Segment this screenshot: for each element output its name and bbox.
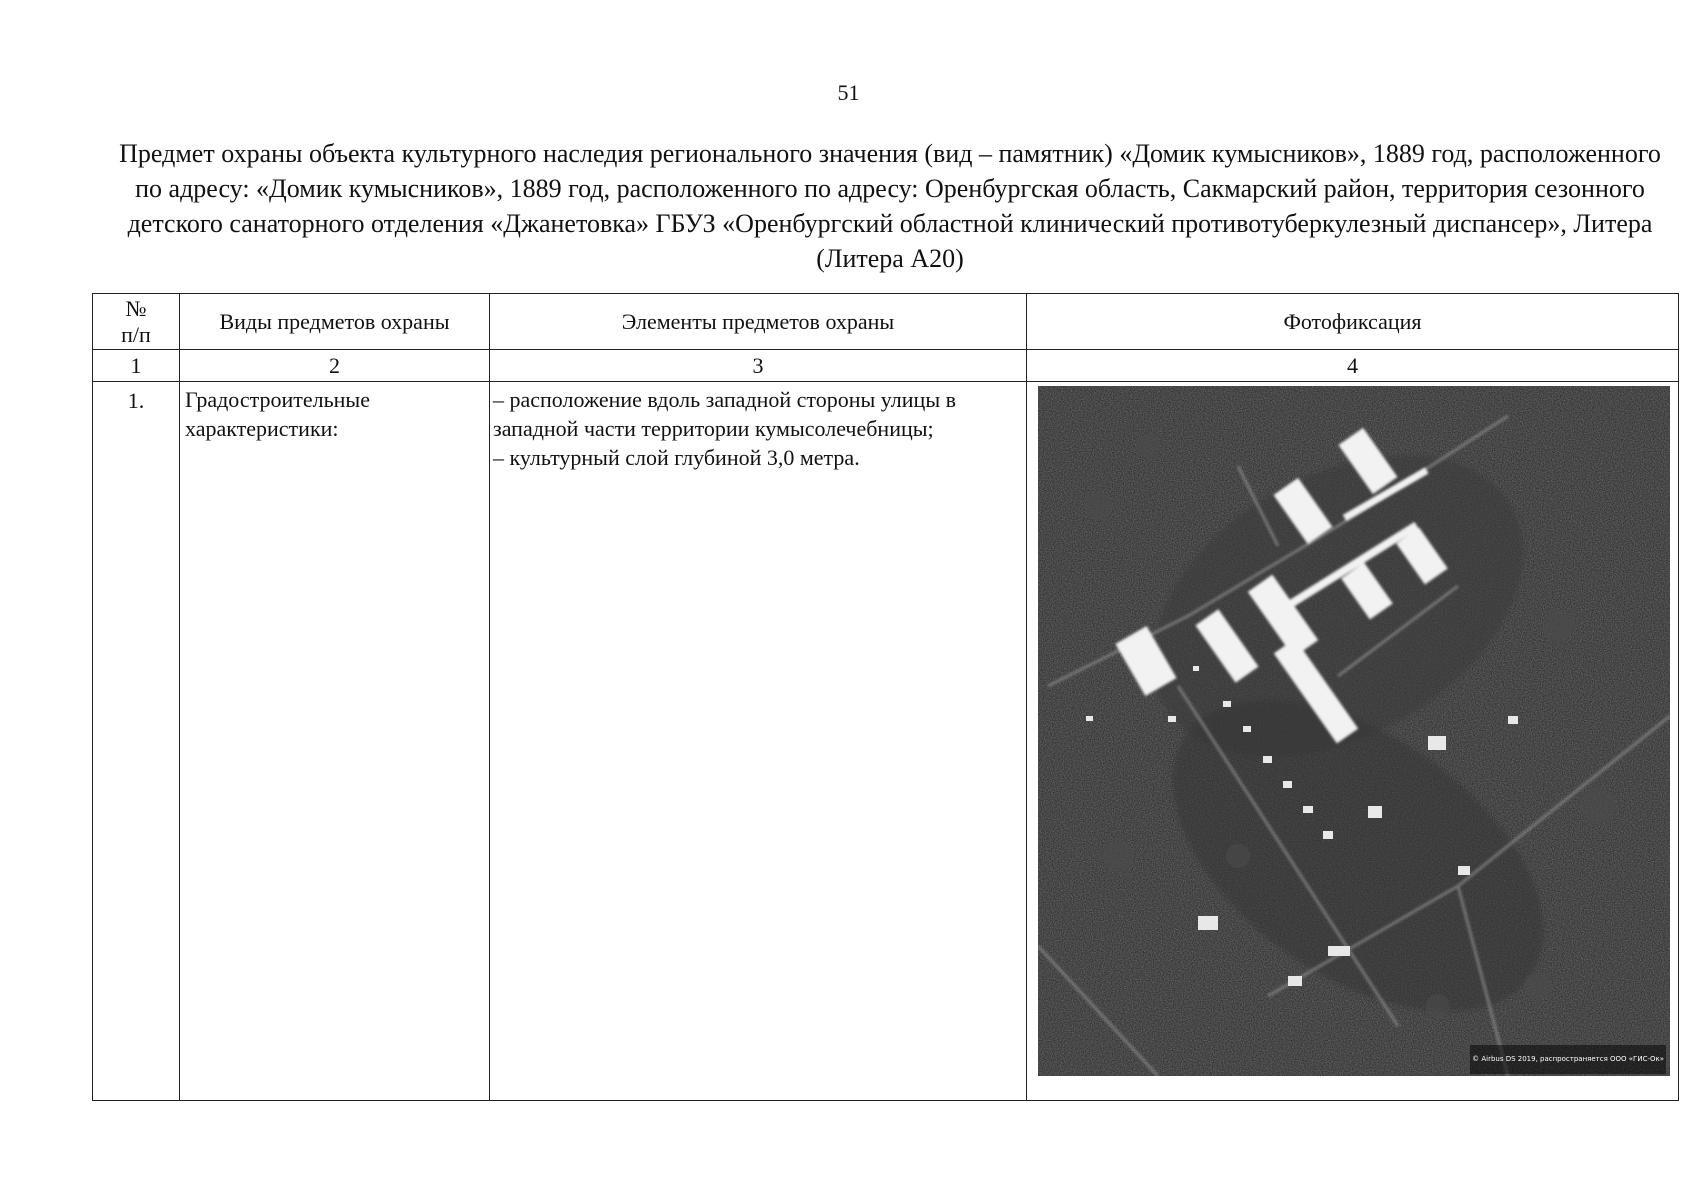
row-kind: [180, 382, 490, 1101]
photo-copyright: © Airbus DS 2019, распространяется ООО «ГИС-Ок»: [1470, 1045, 1666, 1074]
row-photo: [1027, 382, 1679, 1101]
row-elements: [490, 382, 1027, 1101]
page-number: 51: [837, 80, 860, 105]
protection-table: [92, 293, 1679, 1101]
document-title: Предмет охраны объекта культурного наследия регионального значения (вид – памятник) «Домик кумысников», 1889 год, расположенного по адресу: «Домик кумысников», 1889 год, расположенного по адресу: Оренбургская область, Сакмарский район, территория сезонного детского санаторного отделения «Джанетовка» ГБУЗ «Оренбургский областной клинический противотуберкулезный диспансер», Литера (Литера А20): [119, 139, 1661, 273]
column-number-row: [93, 350, 1679, 382]
satellite-image: [1038, 386, 1670, 1076]
header-photo: Фотофиксация: [1027, 294, 1679, 350]
column-number: 4: [1027, 350, 1679, 382]
row-kind-line: Градостроительные: [185, 387, 370, 412]
header-kind: Виды предметов охраны: [180, 294, 490, 350]
element-item: – культурный слой глубиной 3,0 метра.: [493, 445, 860, 470]
row-kind-line: характеристики:: [185, 416, 339, 441]
table-header-row: [93, 294, 1679, 350]
header-elements: Элементы предметов охраны: [490, 294, 1027, 350]
header-num-line2: п/п: [121, 321, 151, 347]
column-number: 1: [93, 350, 180, 382]
element-item: – расположение вдоль западной стороны улицы в западной части территории кумысолечебницы;: [493, 387, 956, 441]
column-number: 3: [490, 350, 1027, 382]
header-num-line1: №: [125, 295, 147, 321]
header-num: [93, 294, 180, 350]
table-row: [93, 382, 1679, 1101]
satellite-photo: [1038, 386, 1670, 1076]
row-number: 1.: [93, 382, 180, 1101]
column-number: 2: [180, 350, 490, 382]
